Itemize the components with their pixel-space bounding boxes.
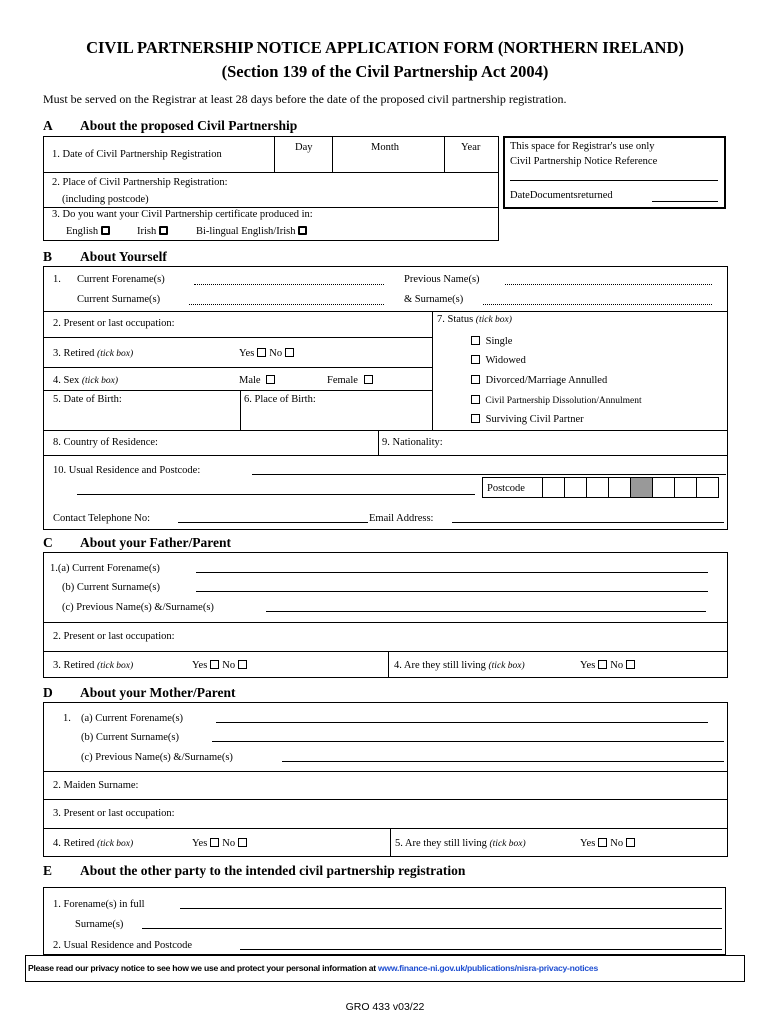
mother-retired-yes-checkbox[interactable]	[210, 838, 219, 847]
other-surname-input[interactable]	[142, 928, 722, 929]
mother-forename-input[interactable]	[216, 722, 708, 723]
privacy-notice	[28, 961, 598, 975]
mother-living-text: 5. Are they still living	[395, 838, 487, 849]
sex-text: 4. Sex	[53, 375, 80, 386]
cert-english[interactable]	[66, 225, 113, 239]
country-label: 8. Country of Residence:	[53, 437, 158, 448]
nationality-label: 9. Nationality:	[382, 437, 443, 448]
maiden-surname-label: 2. Maiden Surname:	[53, 780, 139, 791]
widowed-label: Widowed	[485, 355, 526, 366]
year-input[interactable]	[445, 150, 498, 170]
retired-tick-hint: (tick box)	[97, 349, 134, 359]
dissolution-checkbox[interactable]	[471, 395, 480, 404]
dissolution-label: Civil Partnership Dissolution/Annulment	[485, 396, 642, 406]
postcode-cell[interactable]	[675, 478, 696, 497]
mother-living-yes-label: Yes	[580, 838, 596, 849]
english-checkbox[interactable]	[101, 226, 110, 235]
retired-no-checkbox[interactable]	[285, 348, 294, 357]
single-checkbox[interactable]	[471, 336, 480, 345]
sex-tick-hint: (tick box)	[81, 376, 119, 386]
current-forenames-label: Current Forename(s)	[77, 274, 165, 285]
other-residence-label: 2. Usual Residence and Postcode	[53, 940, 193, 951]
father-retired-yes-label: Yes	[192, 660, 208, 671]
postcode-cell[interactable]	[587, 478, 608, 497]
previous-surname-label: & Surname(s)	[404, 294, 464, 305]
mother-living-no-label: No	[610, 838, 624, 849]
residence-label: 10. Usual Residence and Postcode:	[53, 465, 201, 476]
residence-input-line2[interactable]	[77, 494, 475, 495]
father-living-no-label: No	[610, 660, 624, 671]
status-divorced[interactable]	[468, 374, 607, 388]
mother-retired-text: 4. Retired	[53, 838, 95, 849]
father-retired-no-label: No	[222, 660, 236, 671]
father-retired-yes-checkbox[interactable]	[210, 660, 219, 669]
form-title-line1: CIVIL PARTNERSHIP NOTICE APPLICATION FORM (NORTHERN IRELAND)	[86, 38, 684, 57]
pob-label: 6. Place of Birth:	[244, 394, 316, 405]
section-e-title: About the other party to the intended civil partnership registration	[80, 863, 466, 878]
mother-living-label	[395, 837, 526, 851]
section-d-title: About your Mother/Parent	[80, 685, 236, 700]
telephone-input[interactable]	[178, 522, 368, 523]
status-widowed[interactable]	[468, 354, 526, 368]
female-checkbox[interactable]	[364, 375, 373, 384]
section-b-letter: B	[43, 249, 53, 264]
section-d-letter: D	[43, 685, 53, 700]
sex-male[interactable]	[239, 374, 278, 388]
father-living-options[interactable]	[580, 659, 638, 673]
section-a-letter: A	[43, 118, 53, 133]
postcode-cell[interactable]	[653, 478, 674, 497]
previous-surname-input[interactable]	[483, 294, 712, 305]
current-surname-input[interactable]	[189, 294, 384, 305]
other-residence-input[interactable]	[240, 949, 722, 950]
day-label: Day	[295, 142, 313, 153]
sex-female[interactable]	[327, 374, 376, 388]
father-living-yes-checkbox[interactable]	[598, 660, 607, 669]
mother-retired-label	[53, 837, 133, 851]
month-label: Month	[371, 142, 400, 153]
mother-living-options[interactable]	[580, 837, 638, 851]
section-c-letter: C	[43, 535, 53, 550]
mother-occupation-label: 3. Present or last occupation:	[53, 808, 175, 819]
mother-retired-no-checkbox[interactable]	[238, 838, 247, 847]
retired-yes-checkbox[interactable]	[257, 348, 266, 357]
civil-date-label: 1. Date of Civil Partnership Registration	[52, 149, 222, 160]
dob-input[interactable]	[140, 392, 236, 426]
place-input[interactable]	[280, 174, 495, 204]
father-retired-text: 3. Retired	[53, 660, 95, 671]
father-living-hint: (tick box)	[488, 661, 525, 671]
retired-label	[53, 347, 133, 361]
status-dissolution[interactable]	[468, 394, 642, 408]
sex-label	[53, 374, 118, 388]
father-living-no-checkbox[interactable]	[626, 660, 635, 669]
mother-living-hint: (tick box)	[489, 839, 526, 849]
form-title-line2: (Section 139 of the Civil Partnership Act 2004)	[221, 62, 549, 81]
dob-label: 5. Date of Birth:	[53, 394, 122, 405]
bilingual-checkbox[interactable]	[298, 226, 307, 235]
privacy-text: Please read our privacy notice to see how we use and protect your personal information at	[28, 963, 376, 973]
cert-bilingual-label: Bi-lingual English/Irish	[196, 226, 296, 237]
father-surname-label: (b) Current Surname(s)	[62, 582, 160, 593]
father-previous-label: (c) Previous Name(s) &/Surname(s)	[62, 602, 214, 613]
postcode-label: Postcode	[487, 483, 525, 494]
father-living-label	[394, 659, 525, 673]
divorced-checkbox[interactable]	[471, 375, 480, 384]
mother-living-no-checkbox[interactable]	[626, 838, 635, 847]
status-tick-hint: (tick box)	[475, 315, 512, 325]
mother-surname-input[interactable]	[212, 741, 724, 742]
mother-previous-input[interactable]	[282, 761, 724, 762]
father-living-text: 4. Are they still living	[394, 660, 486, 671]
month-input[interactable]	[333, 150, 443, 170]
cert-irish-label: Irish	[137, 226, 157, 237]
certificate-label: 3. Do you want your Civil Partnership certificate produced in:	[52, 209, 313, 220]
retired-text: 3. Retired	[53, 348, 95, 359]
mother-previous-label: (c) Previous Name(s) &/Surname(s)	[81, 752, 233, 763]
current-forenames-input[interactable]	[194, 274, 384, 285]
irish-checkbox[interactable]	[159, 226, 168, 235]
day-input[interactable]	[275, 150, 331, 170]
section-e-letter: E	[43, 863, 53, 878]
email-input[interactable]	[452, 522, 724, 523]
other-forenames-label: 1. Forename(s) in full	[53, 899, 145, 910]
place-sub-label: (including postcode)	[62, 194, 149, 205]
status-text: 7. Status	[437, 314, 474, 325]
father-retired-hint: (tick box)	[97, 661, 134, 671]
single-label: Single	[485, 336, 513, 347]
email-label: Email Address:	[369, 513, 434, 524]
surviving-checkbox[interactable]	[471, 414, 480, 423]
mother-retired-no-label: No	[222, 838, 236, 849]
postcode-cell[interactable]	[565, 478, 586, 497]
mother-surname-label: (b) Current Surname(s)	[81, 732, 179, 743]
postcode-cell[interactable]	[543, 478, 564, 497]
documents-returned-label: DateDocumentsreturned	[510, 190, 613, 201]
section-c-title: About your Father/Parent	[80, 535, 231, 550]
mother-retired-hint: (tick box)	[97, 839, 134, 849]
section-a-title: About the proposed Civil Partnership	[80, 118, 298, 133]
registrar-reference-text: Civil Partnership Notice Reference	[510, 156, 658, 167]
status-surviving[interactable]	[468, 413, 584, 427]
sex-male-label: Male	[239, 375, 261, 386]
year-label: Year	[461, 142, 481, 153]
other-surname-label: Surname(s)	[75, 919, 124, 930]
previous-name-input[interactable]	[505, 274, 712, 285]
residence-input-line1[interactable]	[252, 474, 726, 475]
postcode-cell[interactable]	[609, 478, 630, 497]
place-label: 2. Place of Civil Partnership Registration:	[52, 177, 228, 188]
father-living-yes-label: Yes	[580, 660, 596, 671]
father-retired-label	[53, 659, 133, 673]
other-forenames-input[interactable]	[180, 908, 722, 909]
status-single[interactable]	[468, 335, 512, 349]
status-label	[437, 313, 512, 327]
cert-bilingual[interactable]	[196, 225, 310, 239]
form-subtitle: Must be served on the Registrar at least 28 days before the date of the proposed civil partnership registration.	[43, 92, 567, 106]
retired-no-label: No	[269, 348, 283, 359]
mother-retired-yes-label: Yes	[192, 838, 208, 849]
cert-irish[interactable]	[137, 225, 171, 239]
cert-english-label: English	[66, 226, 99, 237]
surviving-label: Surviving Civil Partner	[485, 414, 584, 425]
father-forename-label: 1.(a) Current Forename(s)	[50, 563, 160, 574]
registrar-use-text: This space for Registrar's use only	[510, 141, 655, 152]
postcode-cell[interactable]	[697, 478, 718, 497]
divorced-label: Divorced/Marriage Annulled	[485, 375, 608, 386]
father-surname-input[interactable]	[196, 591, 708, 592]
mother-retired-options[interactable]	[192, 837, 250, 851]
mother-living-yes-checkbox[interactable]	[598, 838, 607, 847]
occupation-label: 2. Present or last occupation:	[53, 318, 175, 329]
father-retired-options[interactable]	[192, 659, 250, 673]
b-num-1: 1.	[53, 274, 61, 285]
current-surname-label: Current Surname(s)	[77, 294, 161, 305]
widowed-checkbox[interactable]	[471, 355, 480, 364]
postcode-space-cell	[631, 478, 652, 497]
father-retired-no-checkbox[interactable]	[238, 660, 247, 669]
form-code: GRO 433 v03/22	[345, 1001, 425, 1013]
mother-forename-label: (a) Current Forename(s)	[81, 713, 184, 724]
pob-input[interactable]	[336, 392, 428, 426]
sex-female-label: Female	[327, 375, 358, 386]
privacy-link[interactable]: www.finance-ni.gov.uk/publications/nisra-privacy-notices	[378, 963, 598, 973]
retired-yes-label: Yes	[239, 348, 255, 359]
d-num-1: 1.	[63, 713, 71, 724]
male-checkbox[interactable]	[266, 375, 275, 384]
father-forename-input[interactable]	[196, 572, 708, 573]
father-previous-input[interactable]	[266, 611, 706, 612]
section-b-title: About Yourself	[80, 249, 167, 264]
father-occupation-label: 2. Present or last occupation:	[53, 631, 175, 642]
telephone-label: Contact Telephone No:	[53, 513, 151, 524]
retired-yes[interactable]	[239, 347, 297, 361]
previous-name-label: Previous Name(s)	[404, 274, 480, 285]
